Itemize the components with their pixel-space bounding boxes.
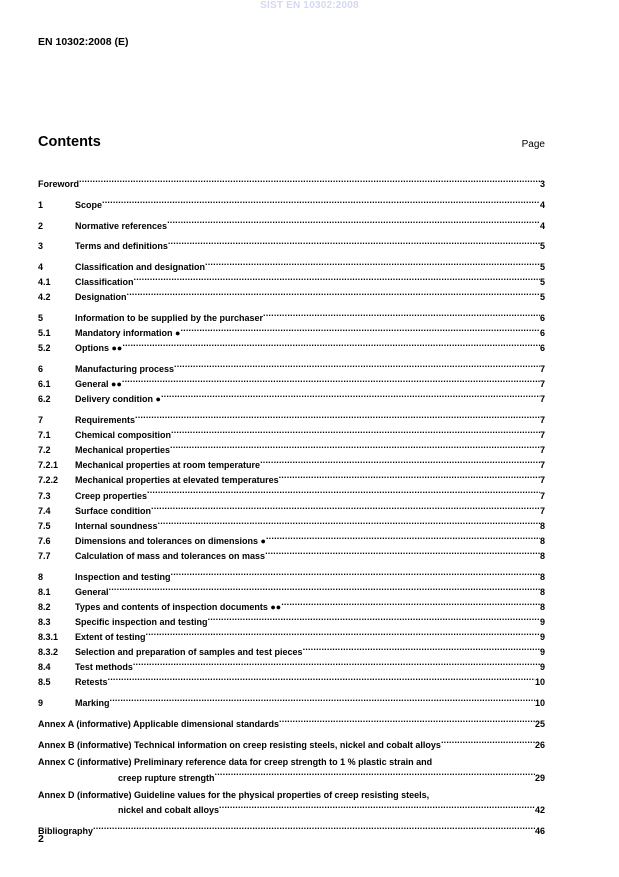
dot-leader xyxy=(263,309,540,321)
page-title: Contents xyxy=(38,134,101,150)
toc-entry-title: Mandatory information ● xyxy=(75,328,181,339)
toc-entry-page: 6 xyxy=(539,313,545,324)
dot-leader xyxy=(147,487,540,499)
toc-entry-title: Delivery condition ● xyxy=(75,394,161,405)
toc-entry-page: 7 xyxy=(539,490,545,501)
toc-entry[interactable] xyxy=(38,411,545,426)
page-column-label: Page xyxy=(521,139,545,150)
toc-annex-entry[interactable] xyxy=(38,715,545,730)
toc-entry-number: 7.6 xyxy=(38,535,51,546)
toc-entry-page: 9 xyxy=(539,616,545,627)
toc-entry-page: 46 xyxy=(534,826,545,837)
toc-entry-title: Surface condition xyxy=(75,505,152,516)
toc-entry-page: 8 xyxy=(539,571,545,582)
toc-entry-title: Creep properties xyxy=(75,490,148,501)
toc-entry-page: 5 xyxy=(539,292,545,303)
dot-leader xyxy=(279,471,540,483)
toc-entry-page: 9 xyxy=(539,632,545,643)
toc-entry-title: Retests xyxy=(75,677,108,688)
dot-leader xyxy=(265,547,540,559)
toc-entry-title: Dimensions and tolerances on dimensions ● xyxy=(75,535,266,546)
dot-leader xyxy=(168,237,540,249)
toc-entry-title: Scope xyxy=(75,199,103,210)
toc-entry-title: Internal soundness xyxy=(75,520,158,531)
dot-leader xyxy=(127,288,540,300)
toc-entry-page: 42 xyxy=(534,805,545,816)
toc-entry-title: Annex B (informative) Technical information on creep resisting steels, nickel and cobalt alloys xyxy=(38,739,441,750)
toc-entry-title: Manufacturing process xyxy=(75,364,175,375)
toc-entry[interactable] xyxy=(38,502,545,517)
toc-entry-title: Selection and preparation of samples and test pieces xyxy=(75,647,303,658)
toc-entry[interactable] xyxy=(38,517,545,532)
toc-entry-page: 8 xyxy=(539,601,545,612)
toc-entry[interactable] xyxy=(38,598,545,613)
dot-leader xyxy=(167,217,540,229)
toc-entry-number: 7.2 xyxy=(38,445,51,456)
dot-leader xyxy=(146,628,540,640)
toc-entry-number: 5.2 xyxy=(38,343,51,354)
dot-leader xyxy=(219,801,535,813)
toc-entry[interactable] xyxy=(38,360,545,375)
toc-annex-entry[interactable] xyxy=(38,789,545,801)
dot-leader xyxy=(171,568,540,580)
toc-entry[interactable] xyxy=(38,288,545,303)
toc-entry-title: Mechanical properties at room temperature xyxy=(75,460,261,471)
toc-entry[interactable] xyxy=(38,375,545,390)
dot-leader xyxy=(122,339,540,351)
toc-entry-page: 8 xyxy=(539,586,545,597)
dot-leader xyxy=(303,643,540,655)
toc-entry-number: 5 xyxy=(38,313,44,324)
toc-entry[interactable] xyxy=(38,217,545,232)
toc-entry[interactable] xyxy=(38,324,545,339)
toc-entry-page: 7 xyxy=(539,379,545,390)
toc-entry[interactable] xyxy=(38,487,545,502)
toc-entry-page: 29 xyxy=(534,772,545,783)
dot-leader xyxy=(151,502,540,514)
dot-leader xyxy=(180,324,540,336)
toc-entry-title: creep rupture strength xyxy=(118,772,215,783)
dot-leader xyxy=(161,390,540,402)
toc-entry-page: 7 xyxy=(539,430,545,441)
toc-entry-page: 9 xyxy=(539,662,545,673)
toc-entry-number: 7.3 xyxy=(38,490,51,501)
toc-entry-page: 7 xyxy=(539,394,545,405)
toc-entry[interactable] xyxy=(38,471,545,486)
toc-entry-number: 8 xyxy=(38,571,44,582)
toc-entry-page: 25 xyxy=(534,718,545,729)
document-id: EN 10302:2008 (E) xyxy=(38,36,129,48)
toc-entry-number: 6 xyxy=(38,364,44,375)
toc-entry-number: 8.3 xyxy=(38,616,51,627)
toc-entry-title: Types and contents of inspection documents ●● xyxy=(75,601,282,612)
toc-entry-page: 4 xyxy=(539,220,545,231)
dot-leader xyxy=(205,258,540,270)
dot-leader xyxy=(266,532,540,544)
toc-entry-title: Bibliography xyxy=(38,826,94,837)
toc-entry-page: 3 xyxy=(539,179,545,189)
dot-leader xyxy=(110,694,535,706)
toc-entry[interactable] xyxy=(38,273,545,288)
dot-leader xyxy=(441,736,535,748)
toc-entry-page: 5 xyxy=(539,241,545,252)
toc-annex-entry-continued[interactable] xyxy=(38,801,545,816)
toc-entry-number: 4.2 xyxy=(38,292,51,303)
toc-entry-title: General xyxy=(75,586,109,597)
toc-entry[interactable] xyxy=(38,583,545,598)
toc-entry-number: 1 xyxy=(38,199,44,210)
toc-entry-page: 10 xyxy=(534,677,545,688)
dot-leader xyxy=(158,517,540,529)
toc-entry-number: 2 xyxy=(38,220,44,231)
toc-entry-title: Calculation of mass and tolerances on mass xyxy=(75,550,266,561)
dot-leader xyxy=(133,658,540,670)
toc-entry-number: 4.1 xyxy=(38,277,51,288)
toc-entry-number: 9 xyxy=(38,698,44,709)
toc-bibliography-entry[interactable] xyxy=(38,822,545,837)
toc-entry-title: Test methods xyxy=(75,662,133,673)
toc-entry-number: 7.5 xyxy=(38,520,51,531)
dot-leader xyxy=(102,196,540,208)
dot-leader xyxy=(108,673,535,685)
toc-entry-number: 8.2 xyxy=(38,601,51,612)
toc-entry-title: Designation xyxy=(75,292,127,303)
toc-entry[interactable] xyxy=(38,175,545,190)
toc-entry-title: Classification xyxy=(75,277,134,288)
toc-entry-title: Classification and designation xyxy=(75,262,206,273)
toc-entry-page: 7 xyxy=(539,475,545,486)
toc-entry[interactable] xyxy=(38,309,545,324)
dot-leader xyxy=(135,411,540,423)
toc-entry-page: 7 xyxy=(539,415,545,426)
toc-entry-page: 26 xyxy=(534,739,545,750)
toc-annex-entry[interactable] xyxy=(38,756,545,768)
toc-entry-title: Marking xyxy=(75,698,110,709)
toc-entry-title: Inspection and testing xyxy=(75,571,171,582)
toc-entry-title: Normative references xyxy=(75,220,168,231)
dot-leader xyxy=(215,769,535,781)
toc-entry-title: nickel and cobalt alloys xyxy=(118,805,220,816)
toc-entry-title: Annex A (informative) Applicable dimensional standards xyxy=(38,718,280,729)
toc-entry[interactable] xyxy=(38,532,545,547)
toc-entry-title: Mechanical properties xyxy=(75,445,171,456)
dot-leader xyxy=(279,715,535,727)
toc-entry-page: 5 xyxy=(539,262,545,273)
toc-entry-page: 7 xyxy=(539,460,545,471)
toc-entry-title: Specific inspection and testing xyxy=(75,616,208,627)
dot-leader xyxy=(170,441,540,453)
toc-entry-title: Chemical composition xyxy=(75,430,172,441)
toc-entry-number: 7.7 xyxy=(38,550,51,561)
dot-leader xyxy=(281,598,540,610)
dot-leader xyxy=(109,583,540,595)
toc-entry[interactable] xyxy=(38,390,545,405)
toc-entry-page: 7 xyxy=(539,505,545,516)
toc-entry-number: 8.3.2 xyxy=(38,647,59,658)
dot-leader xyxy=(171,426,540,438)
toc-entry[interactable] xyxy=(38,258,545,273)
toc-entry-page: 8 xyxy=(539,520,545,531)
toc-entry-title: General ●● xyxy=(75,379,122,390)
toc-entry[interactable] xyxy=(38,628,545,643)
dot-leader xyxy=(208,613,540,625)
toc-entry-title: Extent of testing xyxy=(75,632,146,643)
toc-entry[interactable] xyxy=(38,547,545,562)
dot-leader xyxy=(122,375,540,387)
toc-entry-number: 8.5 xyxy=(38,677,51,688)
toc-entry[interactable] xyxy=(38,441,545,456)
toc-entry-page: 6 xyxy=(539,328,545,339)
toc-entry-number: 3 xyxy=(38,241,44,252)
toc-entry-number: 7.2.2 xyxy=(38,475,59,486)
dot-leader xyxy=(134,273,540,285)
toc-entry-title: Mechanical properties at elevated temperatures xyxy=(75,475,279,486)
toc-entry[interactable] xyxy=(38,673,545,688)
toc-entry-number: 7.2.1 xyxy=(38,460,59,471)
toc-entry-number: 5.1 xyxy=(38,328,51,339)
toc-entry-page: 7 xyxy=(539,445,545,456)
toc-entry-title: Options ●● xyxy=(75,343,123,354)
toc-entry-title: Terms and definitions xyxy=(75,241,168,252)
dot-leader xyxy=(174,360,540,372)
toc-entry-page: 7 xyxy=(539,364,545,375)
dot-leader xyxy=(93,822,535,834)
toc-entry-title: Requirements xyxy=(75,415,136,426)
toc-annex-entry-continued[interactable] xyxy=(38,769,545,784)
toc-entry-number: 7.1 xyxy=(38,430,51,441)
toc-entry[interactable] xyxy=(38,339,545,354)
toc-entry-page: 8 xyxy=(539,550,545,561)
toc-entry-page: 5 xyxy=(539,277,545,288)
toc-entry[interactable] xyxy=(38,237,545,252)
page-number: 2 xyxy=(38,833,44,845)
toc-entry[interactable] xyxy=(38,426,545,441)
toc-entry-title: Annex D (informative) Guideline values for the physical properties of creep resisting steels, xyxy=(38,790,430,801)
toc-entry-number: 7 xyxy=(38,415,44,426)
toc-annex-entry[interactable] xyxy=(38,736,545,751)
toc-entry-title: Foreword xyxy=(38,179,80,189)
toc-entry-page: 10 xyxy=(534,698,545,709)
toc-entry-number: 8.4 xyxy=(38,662,51,673)
toc-entry[interactable] xyxy=(38,643,545,658)
toc-entry[interactable] xyxy=(38,694,545,709)
toc-entry-page: 9 xyxy=(539,647,545,658)
toc-entry[interactable] xyxy=(38,456,545,471)
table-of-contents xyxy=(38,175,545,837)
toc-entry-title: Annex C (informative) Preliminary reference data for creep strength to 1 % plastic strain and xyxy=(38,757,433,768)
toc-entry-number: 6.1 xyxy=(38,379,51,390)
dot-leader xyxy=(260,456,540,468)
toc-entry-number: 8.3.1 xyxy=(38,632,59,643)
toc-entry[interactable] xyxy=(38,568,545,583)
toc-entry-number: 7.4 xyxy=(38,505,51,516)
toc-entry[interactable] xyxy=(38,613,545,628)
toc-entry[interactable] xyxy=(38,196,545,211)
toc-entry-title: Information to be supplied by the purchaser xyxy=(75,313,264,324)
toc-entry-page: 4 xyxy=(539,199,545,210)
toc-entry[interactable] xyxy=(38,658,545,673)
toc-entry-page: 8 xyxy=(539,535,545,546)
watermark: SIST EN 10302:2008 xyxy=(260,0,359,11)
dot-leader xyxy=(79,175,540,187)
toc-entry-number: 4 xyxy=(38,262,44,273)
toc-entry-number: 8.1 xyxy=(38,586,51,597)
toc-entry-page: 6 xyxy=(539,343,545,354)
toc-entry-number: 6.2 xyxy=(38,394,51,405)
